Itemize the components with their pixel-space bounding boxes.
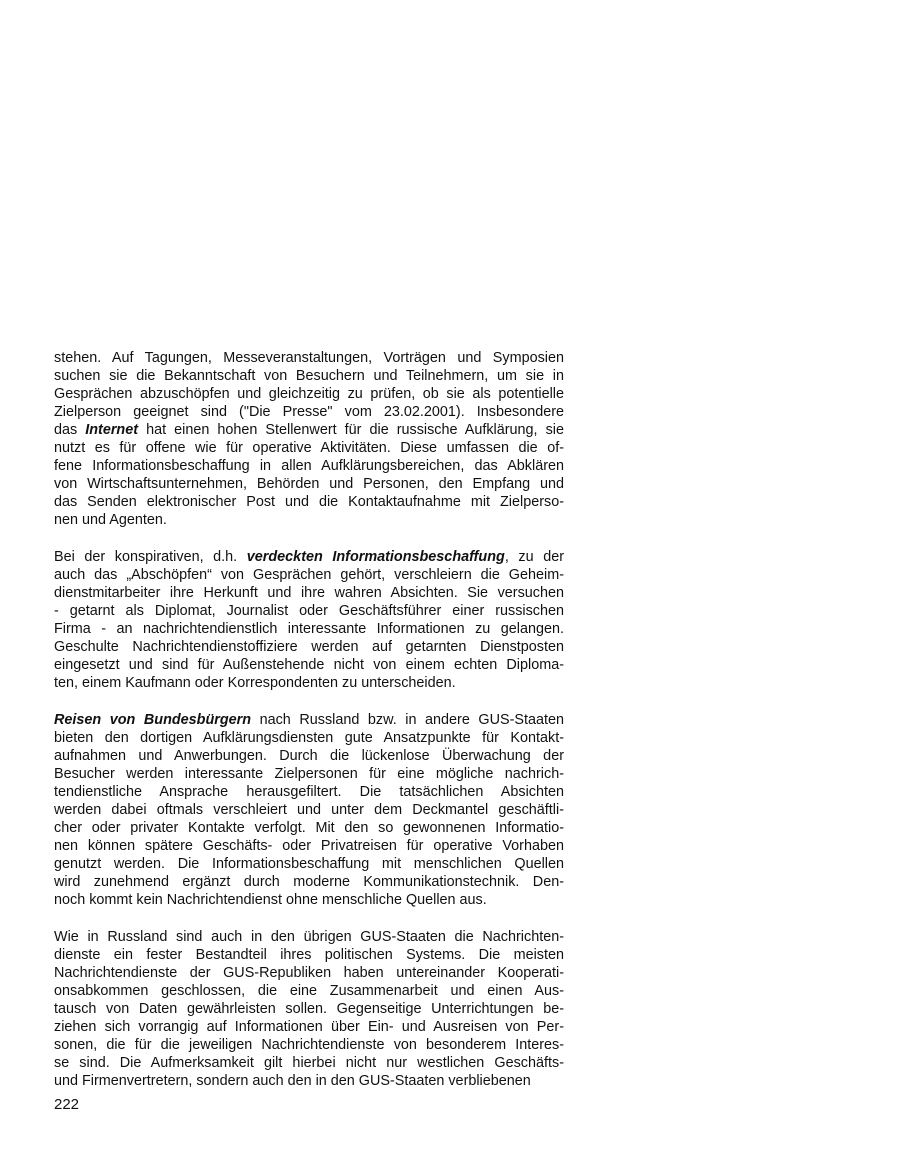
text-line <box>54 566 564 584</box>
text-run: Wie in Russland sind auch in den übrigen GUS-Staaten die Nachrichten- <box>54 929 564 945</box>
text-run: Bei der konspirativen, d.h. <box>54 549 247 565</box>
paragraph <box>54 548 564 692</box>
paragraph-gap <box>54 692 564 711</box>
text-line <box>54 620 564 638</box>
text-line <box>54 656 564 674</box>
text-line <box>54 475 564 493</box>
text-run: das <box>54 422 86 438</box>
text-line <box>54 801 564 819</box>
text-line <box>54 1054 564 1072</box>
text-line <box>54 439 564 457</box>
text-run: nach Russland bzw. in andere GUS-Staaten <box>251 712 564 728</box>
text-run: nen und Agenten. <box>54 512 167 528</box>
text-run: bieten den dortigen Aufklärungsdiensten gute Ansatzpunkte für Kontakt- <box>54 730 564 746</box>
text-run: hat einen hohen Stellenwert für die russische Aufklärung, sie <box>138 422 564 438</box>
text-run: tausch von Daten gewährleisten sollen. Gegenseitige Unterrichtungen be- <box>54 1001 564 1017</box>
text-line <box>54 765 564 783</box>
text-line <box>54 674 564 692</box>
text-run: tendienstliche Ansprache herausgefiltert. Die tatsächlichen Absichten <box>54 784 564 800</box>
text-run: auch das „Abschöpfen“ von Gesprächen gehört, verschleiern die Geheim- <box>54 567 564 583</box>
text-run: Firma - an nachrichtendienstlich interessante Informationen zu gelangen. <box>54 621 564 637</box>
text-run: ziehen sich vorrangig auf Informationen über Ein- und Ausreisen von Per- <box>54 1019 564 1035</box>
text-line <box>54 729 564 747</box>
text-line <box>54 638 564 656</box>
emphasized-term: Reisen von Bundesbürgern <box>54 712 252 728</box>
text-line <box>54 982 564 1000</box>
text-run: Nachrichtendienste der GUS-Republiken haben untereinander Kooperati- <box>54 965 564 981</box>
text-run: und Firmenvertretern, sondern auch den in den GUS-Staaten verbliebenen <box>54 1073 531 1089</box>
text-run: dienstmitarbeiter ihre Herkunft und ihre wahren Absichten. Sie versuchen <box>54 585 564 601</box>
text-run: das Senden elektronischer Post und die Kontaktaufnahme mit Zielperso- <box>54 494 564 510</box>
text-run: , zu der <box>504 549 564 565</box>
text-run: Besucher werden interessante Zielpersonen für eine mögliche nachrich- <box>54 766 564 782</box>
text-line <box>54 421 564 439</box>
paragraph <box>54 711 564 909</box>
text-line <box>54 928 564 946</box>
text-line <box>54 1036 564 1054</box>
text-line <box>54 403 564 421</box>
text-run: fene Informationsbeschaffung in allen Aufklärungsbereichen, das Abklären <box>54 458 564 474</box>
text-line <box>54 837 564 855</box>
text-line <box>54 349 564 367</box>
text-line <box>54 711 564 729</box>
text-run: von Wirtschaftsunternehmen, Behörden und Personen, den Empfang und <box>54 476 564 492</box>
paragraph-gap <box>54 909 564 928</box>
text-run: eingesetzt und sind für Außenstehende nicht von einem echten Diploma- <box>54 657 564 673</box>
text-line <box>54 548 564 566</box>
text-line <box>54 873 564 891</box>
text-line <box>54 946 564 964</box>
text-line <box>54 891 564 909</box>
text-line <box>54 1018 564 1036</box>
text-run: suchen sie die Bekanntschaft von Besuchern und Teilnehmern, um sie in <box>54 368 564 384</box>
text-line <box>54 511 564 529</box>
emphasized-term: Internet <box>85 422 139 438</box>
text-run: noch kommt kein Nachrichtendienst ohne menschliche Quellen aus. <box>54 892 487 908</box>
text-line <box>54 602 564 620</box>
paragraph <box>54 349 564 529</box>
text-line <box>54 1000 564 1018</box>
text-line <box>54 367 564 385</box>
text-run: werden dabei oftmals verschleiert und unter dem Deckmantel geschäftli- <box>54 802 564 818</box>
text-run: aufnahmen und Anwerbungen. Durch die lückenlose Überwachung der <box>54 748 564 764</box>
text-run: Gesprächen abzuschöpfen und gleichzeitig zu prüfen, ob sie als potentielle <box>54 386 564 402</box>
text-line <box>54 385 564 403</box>
text-line <box>54 584 564 602</box>
text-line <box>54 747 564 765</box>
text-run: Geschulte Nachrichtendienstoffiziere werden auf getarnten Dienstposten <box>54 639 564 655</box>
page-number: 222 <box>54 1096 80 1113</box>
text-run: ten, einem Kaufmann oder Korrespondenten zu unterscheiden. <box>54 675 456 691</box>
text-run: se sind. Die Aufmerksamkeit gilt hierbei nicht nur westlichen Geschäfts- <box>54 1055 564 1071</box>
paragraph-gap <box>54 529 564 548</box>
text-run: dienste ein fester Bestandteil ihres politischen Systems. Die meisten <box>54 947 564 963</box>
text-run: onsabkommen geschlossen, die eine Zusammenarbeit und einen Aus- <box>54 983 564 999</box>
text-run: nutzt es für offene wie für operative Aktivitäten. Diese umfassen die of- <box>54 440 564 456</box>
body-text <box>54 349 564 1090</box>
text-line <box>54 964 564 982</box>
text-run: Zielperson geeignet sind ("Die Presse" vom 23.02.2001). Insbesondere <box>54 404 564 420</box>
text-line <box>54 457 564 475</box>
text-line <box>54 783 564 801</box>
text-run: wird zunehmend ergänzt durch moderne Kommunikationstechnik. Den- <box>54 874 564 890</box>
text-line <box>54 855 564 873</box>
text-run: stehen. Auf Tagungen, Messeveranstaltungen, Vorträgen und Symposien <box>54 350 564 366</box>
text-run: genutzt werden. Die Informationsbeschaffung mit menschlichen Quellen <box>54 856 564 872</box>
emphasized-term: verdeckten Informationsbeschaffung <box>246 549 505 565</box>
text-line <box>54 819 564 837</box>
text-run: - getarnt als Diplomat, Journalist oder Geschäftsführer einer russischen <box>54 603 564 619</box>
paragraph <box>54 928 564 1090</box>
text-run: sonen, die für die jeweiligen Nachrichtendienste von besonderem Interes- <box>54 1037 564 1053</box>
text-line <box>54 493 564 511</box>
text-line <box>54 1072 564 1090</box>
text-run: cher oder privater Kontakte verfolgt. Mit den so gewonnenen Informatio- <box>54 820 564 836</box>
text-run: nen können spätere Geschäfts- oder Privatreisen für operative Vorhaben <box>54 838 564 854</box>
